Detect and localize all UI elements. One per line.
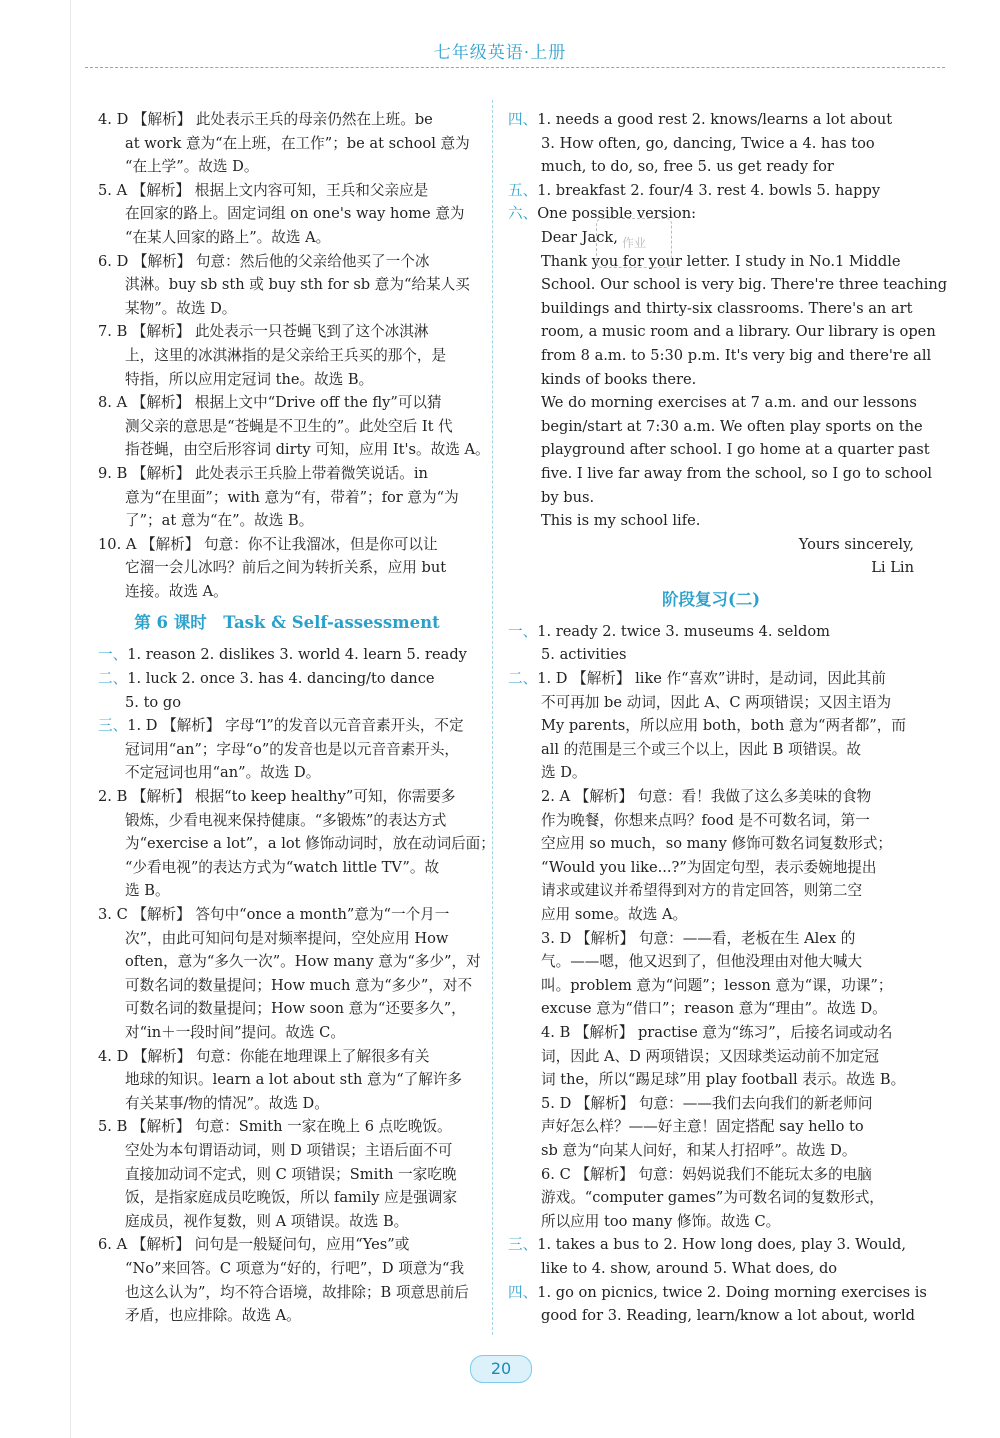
text-line — [98, 486, 476, 510]
line-text: begin/start at 7:30 a.m. We often play sports on the — [541, 417, 923, 435]
text-line — [98, 714, 476, 738]
text-line — [508, 297, 914, 321]
text-line — [508, 415, 923, 439]
line-text: 空应用 so much，so many 修饰可数名词复数形式； — [541, 835, 893, 853]
text-line — [508, 620, 914, 644]
text-line — [508, 108, 914, 132]
text-line — [508, 1186, 914, 1210]
text-line — [508, 1281, 927, 1305]
text-line — [98, 368, 476, 392]
line-text: “在某人回家的路上”。故选 A。 — [125, 228, 331, 246]
text-line — [98, 132, 476, 156]
text-line — [98, 667, 476, 691]
text-line — [508, 250, 914, 274]
line-text: “No”来回答。C 项意为“好的，行吧”，D 项意为“我 — [125, 1259, 465, 1277]
line-text: 请求或建议并希望得到对方的肯定回答，则第二空 — [541, 882, 863, 900]
line-text: 1. luck 2. once 3. has 4. dancing/to dance — [127, 670, 435, 688]
text-line — [98, 927, 476, 951]
line-text: 叫。problem 意为“问题”；lesson 意为“课，功课”； — [541, 976, 893, 994]
text-line — [508, 556, 914, 580]
line-text: 有关某事/物的情况”。故选 D。 — [125, 1094, 329, 1112]
text-line — [508, 1257, 914, 1281]
line-text: good for 3. Reading, learn/know a lot about, world — [541, 1307, 916, 1325]
text-line — [98, 297, 476, 321]
line-text: 矛盾，也应排除。故选 A。 — [125, 1307, 301, 1325]
text-line — [98, 391, 476, 415]
text-line — [98, 438, 490, 462]
line-text: 某物”。故选 D。 — [125, 299, 237, 317]
text-line — [508, 856, 914, 880]
line-text: much, to do, so, free 5. us get ready for — [541, 158, 834, 176]
section-marker: 三、 — [98, 717, 128, 735]
line-text: 选 B。 — [125, 882, 170, 900]
text-line — [508, 950, 914, 974]
text-line — [98, 462, 476, 486]
line-text: five. I live far away from the school, so I go to school — [541, 464, 933, 482]
line-text: Dear Jack, — [541, 228, 618, 246]
line-text: room, a music room and a library. Our library is open — [541, 323, 936, 341]
line-text: Li Lin — [871, 559, 914, 577]
text-line — [508, 1233, 914, 1257]
line-text: like to 4. show, around 5. What does, do — [541, 1259, 838, 1277]
line-text: 饭，是指家庭成员吃晚饭，所以 family 应是强调家 — [125, 1189, 458, 1207]
line-text: 1. go on picnics, twice 2. Doing morning exercises is — [537, 1283, 927, 1301]
line-text: 不可再加 be 动词，因此 A、C 两项错误；又因主语为 — [541, 693, 892, 711]
text-line — [98, 1092, 476, 1116]
text-line — [98, 1257, 476, 1281]
stamp-mark: 作业 — [596, 218, 672, 268]
line-text: 应用 some。故选 A。 — [541, 906, 688, 923]
text-line — [98, 509, 476, 533]
text-line — [508, 832, 914, 856]
line-text: 选 D。 — [541, 764, 587, 782]
line-text: 指苍蝇，由空后形容词 dirty 可知，应用 It's。故选 A。 — [125, 441, 490, 459]
text-line — [508, 974, 914, 998]
line-text: 6. A 【解析】 问句是一般疑问句，应用“Yes”或 — [98, 1236, 410, 1254]
text-line — [508, 903, 914, 927]
line-text: 3. C 【解析】 答句中“once a month”意为“一个月一 — [98, 906, 450, 923]
line-text: Yours sincerely, — [798, 535, 914, 553]
line-text: 1. D 【解析】 like 作“喜欢”讲时，是动词，因此其前 — [537, 670, 886, 688]
text-line — [508, 691, 914, 715]
text-line — [98, 879, 476, 903]
line-text: 意为“在里面”；with 意为“有，带着”；for 意为“为 — [125, 488, 459, 506]
line-text: all 的范围是三个或三个以上，因此 B 项错误。故 — [541, 740, 861, 758]
line-text: 直接加动词不定式，则 C 项错误；Smith 一家吃晚 — [125, 1165, 457, 1183]
line-text: My parents，所以应用 both，both 意为“两者都”，而 — [541, 717, 906, 735]
text-line — [98, 1281, 476, 1305]
line-text: from 8 a.m. to 5:30 p.m. It's very big and there're all — [541, 346, 932, 364]
text-line — [98, 250, 476, 274]
text-line — [508, 1021, 914, 1045]
line-text: 1. ready 2. twice 3. museums 4. seldom — [537, 622, 830, 640]
line-text: sb 意为“向某人问好，和某人打招呼”。故选 D。 — [541, 1141, 857, 1159]
text-line — [98, 179, 476, 203]
line-text: 它溜一会儿冰吗？前后之间为转折关系，应用 but — [125, 559, 447, 577]
text-line — [508, 344, 932, 368]
text-line — [98, 1045, 476, 1069]
line-text: 声好怎么样？——好主意！固定搭配 say hello to — [541, 1118, 864, 1136]
text-line — [98, 856, 476, 880]
line-text: 特指，所以应用定冠词 the。故选 B。 — [125, 370, 374, 388]
line-text: 所以应用 too many 修饰。故选 C。 — [541, 1212, 781, 1230]
line-text: 次”，由此可知问句是对频率提问，空处应用 How — [125, 929, 449, 947]
line-text: “Would you like...?”为固定句型，表示委婉地提出 — [541, 858, 877, 876]
line-text: 可数名词的数量提问；How soon 意为“还要多久”， — [125, 1000, 466, 1018]
left-column — [98, 108, 495, 1328]
text-line — [508, 667, 914, 691]
text-line — [508, 809, 914, 833]
right-column — [508, 108, 948, 1328]
line-text: “在上学”。故选 D。 — [125, 158, 259, 176]
text-line — [98, 1304, 476, 1328]
line-text: 词，因此 A、D 两项错误；又因球类运动前不加定冠 — [541, 1047, 879, 1065]
text-line — [98, 273, 476, 297]
line-text: We do morning exercises at 7 a.m. and our lessons — [541, 394, 917, 412]
text-line — [508, 486, 914, 510]
line-text: 1. breakfast 2. four/4 3. rest 4. bowls 5. happy — [537, 181, 881, 199]
text-line — [508, 1092, 914, 1116]
text-line — [508, 132, 914, 156]
section-marker: 二、 — [508, 670, 538, 688]
text-line — [98, 1163, 476, 1187]
line-text: buildings and thirty-six classrooms. There's an art — [541, 299, 913, 317]
line-text: 也这么认为”，均不符合语境，故排除；B 项意思前后 — [125, 1283, 469, 1301]
line-text: One possible version: — [537, 205, 697, 223]
text-line — [98, 415, 476, 439]
header-divider — [85, 67, 945, 68]
text-line — [508, 226, 914, 250]
line-text: 气。——嗯，他又迟到了，但他没理由对他大喊大 — [541, 953, 863, 971]
line-text: 3. How often, go, dancing, Twice a 4. has too — [541, 134, 875, 152]
line-text: 测父亲的意思是“苍蝇是不卫生的”。此处空后 It 代 — [125, 417, 453, 435]
line-text: playground after school. I go home at a quarter past — [541, 441, 930, 459]
text-line — [98, 108, 476, 132]
text-line — [98, 809, 476, 833]
text-line — [98, 1210, 476, 1234]
text-line — [508, 714, 914, 738]
section-marker: 二、 — [98, 670, 128, 688]
text-line — [98, 1186, 476, 1210]
line-text: 1. takes a bus to 2. How long does, play 3. Would, — [537, 1236, 907, 1254]
line-text: 5. activities — [541, 646, 627, 664]
line-text: 地球的知识。learn a lot about sth 意为“了解许多 — [125, 1071, 463, 1089]
line-text: 4. B 【解析】 practise 意为“练习”，后接名词或动名 — [541, 1023, 893, 1041]
line-text: 7. B 【解析】 此处表示一只苍蝇飞到了这个冰淇淋 — [98, 323, 429, 341]
text-line — [508, 879, 914, 903]
text-line — [98, 761, 476, 785]
line-text: 淇淋。buy sb sth 或 buy sth for sb 意为“给某人买 — [125, 276, 470, 294]
line-text: School. Our school is very big. There're three teaching — [541, 276, 948, 294]
line-text: 5. to go — [125, 693, 181, 711]
line-text: 4. D 【解析】 句意：你能在地理课上了解很多有关 — [98, 1047, 430, 1065]
line-text: 1. reason 2. dislikes 3. world 4. learn 5. ready — [127, 646, 467, 664]
text-line — [508, 1068, 914, 1092]
line-text: 1. D 【解析】 字母“l”的发音以元音音素开头，不定 — [127, 717, 464, 735]
section-marker: 六、 — [508, 205, 538, 223]
section-marker: 三、 — [508, 1236, 538, 1254]
line-text: 5. B 【解析】 句意：Smith 一家在晚上 6 点吃晚饭。 — [98, 1118, 452, 1136]
text-line — [98, 974, 476, 998]
page-edge-line — [70, 0, 71, 1438]
text-line — [508, 155, 914, 179]
column-divider — [492, 100, 493, 1335]
line-text: 2. B 【解析】 根据“to keep healthy”可知，你需要多 — [98, 788, 456, 806]
text-line — [508, 368, 914, 392]
line-text: 空处为本句谓语动词，则 D 项错误；主语后面不可 — [125, 1141, 453, 1159]
section-marker: 一、 — [508, 622, 538, 640]
line-text: 不定冠词也用“an”。故选 D。 — [125, 764, 321, 782]
text-line — [508, 1139, 914, 1163]
page-header-title: 七年级英语·上册 — [433, 43, 567, 63]
text-line — [98, 533, 476, 557]
line-text: Thank you for your letter. I study in No.1 Middle — [541, 252, 901, 270]
section-marker: 五、 — [508, 181, 538, 199]
text-line — [98, 643, 476, 667]
line-text: 5. D 【解析】 句意：——我们去向我们的新老师问 — [541, 1094, 873, 1112]
line-text: 1. needs a good rest 2. knows/learns a lot about — [537, 111, 893, 128]
line-text: 游戏。“computer games”为可数名词的复数形式， — [541, 1189, 884, 1207]
line-text: kinds of books there. — [541, 370, 697, 388]
line-text: 了”；at 意为“在”。故选 B。 — [125, 512, 314, 530]
text-line — [98, 903, 476, 927]
text-line — [98, 691, 476, 715]
text-line — [98, 1233, 476, 1257]
text-line — [508, 179, 914, 203]
text-line — [98, 320, 476, 344]
line-text: 4. D 【解析】 此处表示王兵的母亲仍然在上班。be — [98, 111, 433, 128]
line-text: 上，这里的冰淇淋指的是父亲给王兵买的那个，是 — [125, 346, 447, 364]
text-line — [98, 738, 476, 762]
line-text: 锻炼，少看电视来保持健康。“多锻炼”的表达方式 — [125, 811, 447, 829]
text-line — [508, 738, 914, 762]
section-heading: 阶段复习(二) — [661, 589, 761, 609]
line-text: by bus. — [541, 488, 595, 506]
text-line — [98, 226, 476, 250]
text-line — [508, 273, 948, 297]
line-text: excuse 意为“借口”；reason 意为“理由”。故选 D。 — [541, 1000, 887, 1018]
line-text: at work 意为“在上班，在工作”；be at school 意为 — [125, 134, 470, 152]
line-text: 连接。故选 A。 — [125, 582, 228, 600]
text-line — [508, 1045, 914, 1069]
text-line — [98, 1021, 476, 1045]
line-text: 为“exercise a lot”，a lot 修饰动词时，放在动词后面； — [125, 835, 495, 853]
text-line — [98, 580, 476, 604]
text-line — [98, 556, 476, 580]
line-text: 词 the，所以“踢足球”用 play football 表示。故选 B。 — [541, 1071, 906, 1089]
text-line — [508, 785, 914, 809]
line-text: 9. B 【解析】 此处表示王兵脸上带着微笑说话。in — [98, 464, 428, 482]
line-text: 5. A 【解析】 根据上文内容可知，王兵和父亲应是 — [98, 181, 429, 199]
line-text: 6. C 【解析】 句意：妈妈说我们不能玩太多的电脑 — [541, 1165, 872, 1183]
section-marker: 四、 — [508, 111, 538, 128]
text-line — [508, 391, 917, 415]
line-text: 对“in＋一段时间”提问。故选 C。 — [125, 1023, 345, 1041]
text-line — [508, 997, 914, 1021]
text-line — [508, 462, 933, 486]
text-line — [98, 1139, 476, 1163]
text-line — [98, 785, 476, 809]
line-text: 8. A 【解析】 根据上文中“Drive off the fly”可以猜 — [98, 394, 442, 412]
line-text: 庭成员，视作复数，则 A 项错误。故选 B。 — [125, 1212, 409, 1230]
line-text: “少看电视”的表达方式为“watch little TV”。故 — [125, 858, 440, 876]
section-marker: 一、 — [98, 646, 128, 664]
line-text: 3. D 【解析】 句意：——看，老板在生 Alex 的 — [541, 929, 856, 947]
line-text: This is my school life. — [541, 512, 701, 530]
text-line — [98, 155, 476, 179]
text-line — [508, 1304, 914, 1328]
text-line — [508, 927, 914, 951]
text-line — [508, 1115, 914, 1139]
text-line — [508, 533, 914, 557]
section-heading: 第 6 课时 Task & Self-assessment — [134, 613, 440, 633]
line-text: 冠词用“an”；字母“o”的发音也是以元音音素开头， — [125, 740, 460, 758]
page-number: 20 — [470, 1355, 532, 1383]
line-text: 6. D 【解析】 句意：然后他的父亲给他买了一个冰 — [98, 252, 430, 270]
line-text: 作为晚餐，你想来点吗？food 是不可数名词，第一 — [541, 811, 870, 829]
text-line — [98, 344, 476, 368]
line-text: 2. A 【解析】 句意：看！我做了这么多美味的食物 — [541, 788, 872, 806]
line-text: 可数名词的数量提问；How much 意为“多少”，对不 — [125, 976, 473, 994]
line-text: 10. A 【解析】 句意：你不让我溜冰，但是你可以让 — [98, 535, 438, 553]
text-line — [508, 320, 936, 344]
text-line — [508, 509, 914, 533]
text-line — [508, 643, 914, 667]
line-text: 在回家的路上。固定词组 on one's way home 意为 — [125, 205, 465, 223]
text-line — [98, 202, 476, 226]
line-text: often，意为“多久一次”。How many 意为“多少”，对 — [125, 953, 481, 971]
text-line — [508, 1210, 914, 1234]
text-line — [98, 1068, 476, 1092]
section-marker: 四、 — [508, 1283, 538, 1301]
text-line — [98, 832, 495, 856]
text-line — [508, 1163, 914, 1187]
text-line — [508, 761, 914, 785]
text-line — [98, 997, 476, 1021]
text-line — [508, 438, 930, 462]
text-line — [98, 950, 481, 974]
text-line — [98, 1115, 476, 1139]
text-line — [508, 202, 914, 226]
